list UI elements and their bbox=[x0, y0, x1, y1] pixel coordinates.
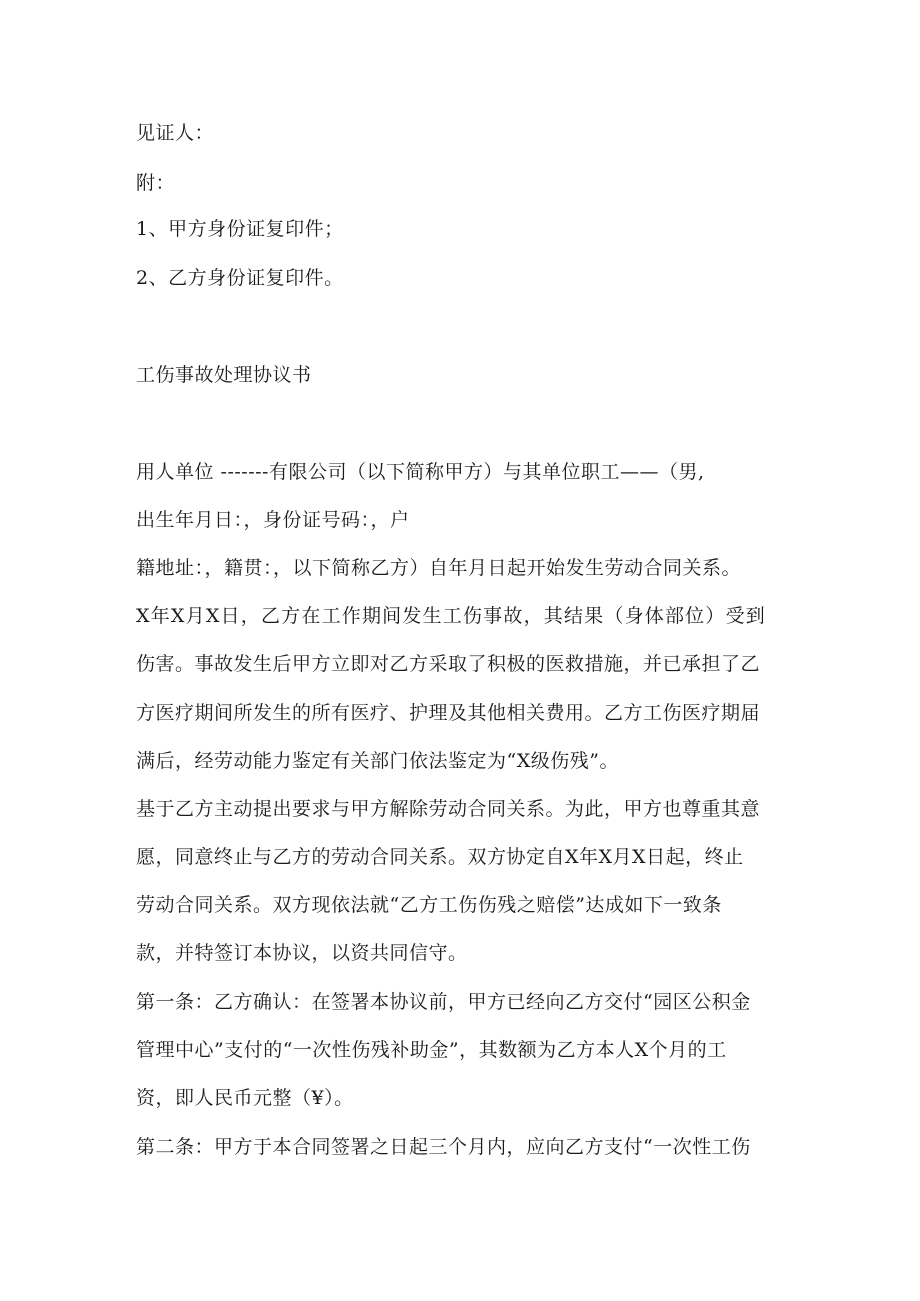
body-line: 满后，经劳动能力鉴定有关部门依法鉴定为“X级伤残”。 bbox=[136, 750, 619, 772]
body-line: 籍地址：，籍贯：，以下简称乙方）自年月日起开始发生劳动合同关系。 bbox=[136, 557, 742, 579]
document-title: 工伤事故处理协议书 bbox=[136, 364, 312, 386]
body-line: 劳动合同关系。双方现依法就“乙方工伤伤残之赔偿”达成如下一致条 bbox=[136, 894, 722, 916]
body-line: 款，并特签订本协议，以资共同信守。 bbox=[136, 942, 468, 964]
body-line: 第一条：乙方确认：在签署本协议前，甲方已经向乙方交付“园区公积金 bbox=[136, 991, 751, 1013]
body-line: 方医疗期间所发生的所有医疗、护理及其他相关费用。乙方工伤医疗期届 bbox=[136, 702, 761, 724]
attachment-item-2: 2、乙方身份证复印件。 bbox=[136, 267, 344, 289]
body-line: 用人单位 -------有限公司（以下简称甲方）与其单位职工——（男, bbox=[136, 461, 705, 483]
body-line: 出生年月日：，身份证号码：，户 bbox=[136, 509, 410, 531]
body-line: 基于乙方主动提出要求与甲方解除劳动合同关系。为此，甲方也尊重其意 bbox=[136, 798, 761, 820]
body-line: 资，即人民币元整（¥）。 bbox=[136, 1087, 354, 1109]
body-line: 管理中心”支付的“一次性伤残补助金”，其数额为乙方本人X个月的工 bbox=[136, 1039, 727, 1061]
body-line: 伤害。事故发生后甲方立即对乙方采取了积极的医救措施，并已承担了乙 bbox=[136, 653, 761, 675]
attachment-label: 附： bbox=[136, 172, 176, 194]
body-line: 愿，同意终止与乙方的劳动合同关系。双方协定自X年X月X日起，终止 bbox=[136, 846, 744, 868]
body-line: X年X月X日，乙方在工作期间发生工伤事故，其结果（身体部位）受到 bbox=[136, 605, 766, 627]
body-line: 第二条：甲方于本合同签署之日起三个月内，应向乙方支付“一次性工伤 bbox=[136, 1136, 751, 1158]
witness-label: 见证人： bbox=[136, 122, 215, 144]
attachment-item-1: 1、甲方身份证复印件； bbox=[136, 218, 344, 240]
